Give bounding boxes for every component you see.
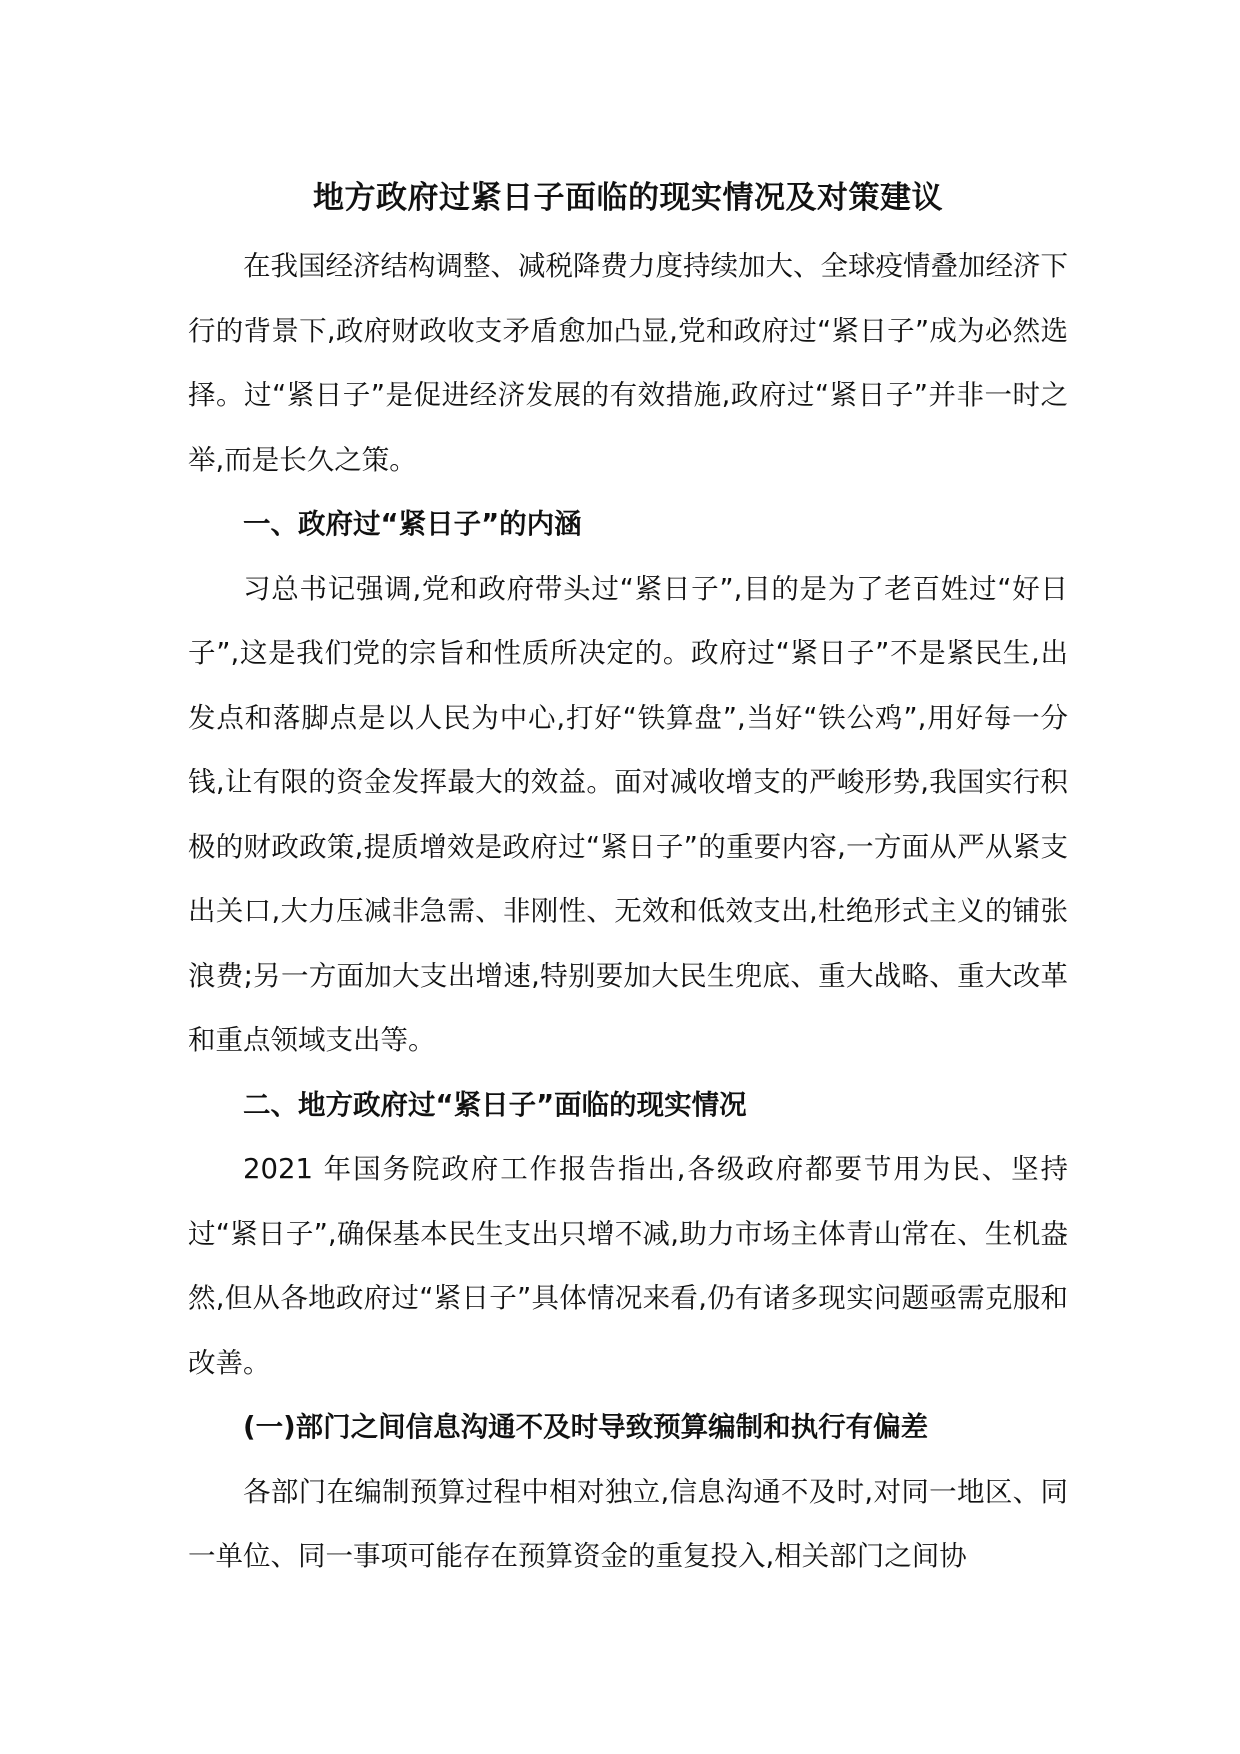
- paragraph-situation: 2021 年国务院政府工作报告指出,各级政府都要节用为民、坚持过“紧日子”,确保基本民生支出只增不减,助力市场主体青山常在、生机盎然,但从各地政府过“紧日子”具体情况来看,仍有诸多现实问题亟需克服和改善。: [188, 1153, 1068, 1379]
- paragraph-budget: 各部门在编制预算过程中相对独立,信息沟通不及时,对同一地区、同一单位、同一事项可能存在预算资金的重复投入,相关部门之间协: [188, 1475, 1068, 1572]
- document-title: 地方政府过紧日子面临的现实情况及对策建议: [313, 180, 943, 216]
- document-body: [188, 170, 1068, 1589]
- section-heading-2: 二、地方政府过“紧日子”面临的现实情况: [243, 1088, 747, 1121]
- subsection-heading-1: (一)部门之间信息沟通不及时导致预算编制和执行有偏差: [243, 1411, 929, 1443]
- paragraph-connotation: 习总书记强调,党和政府带头过“紧日子”,目的是为了老百姓过“好日子”,这是我们党的宗旨和性质所决定的。政府过“紧日子”不是紧民生,出发点和落脚点是以人民为中心,打好“铁算盘”,当好“铁公鸡”,用好每一分钱,让有限的资金发挥最大的效益。面对减收增支的严峻形势,我国实行积极的财政政策,提质增效是政府过“紧日子”的重要内容,一方面从严从紧支出关口,大力压减非急需、非刚性、无效和低效支出,杜绝形式主义的铺张浪费;另一方面加大支出增速,特别要加大民生兜底、重大战略、重大改革和重点领域支出等。: [188, 572, 1068, 1056]
- paragraph-intro: 在我国经济结构调整、减税降费力度持续加大、全球疫情叠加经济下行的背景下,政府财政收支矛盾愈加凸显,党和政府过“紧日子”成为必然选择。过“紧日子”是促进经济发展的有效措施,政府过“紧日子”并非一时之举,而是长久之策。: [188, 250, 1068, 476]
- section-heading-1: 一、政府过“紧日子”的内涵: [243, 508, 582, 540]
